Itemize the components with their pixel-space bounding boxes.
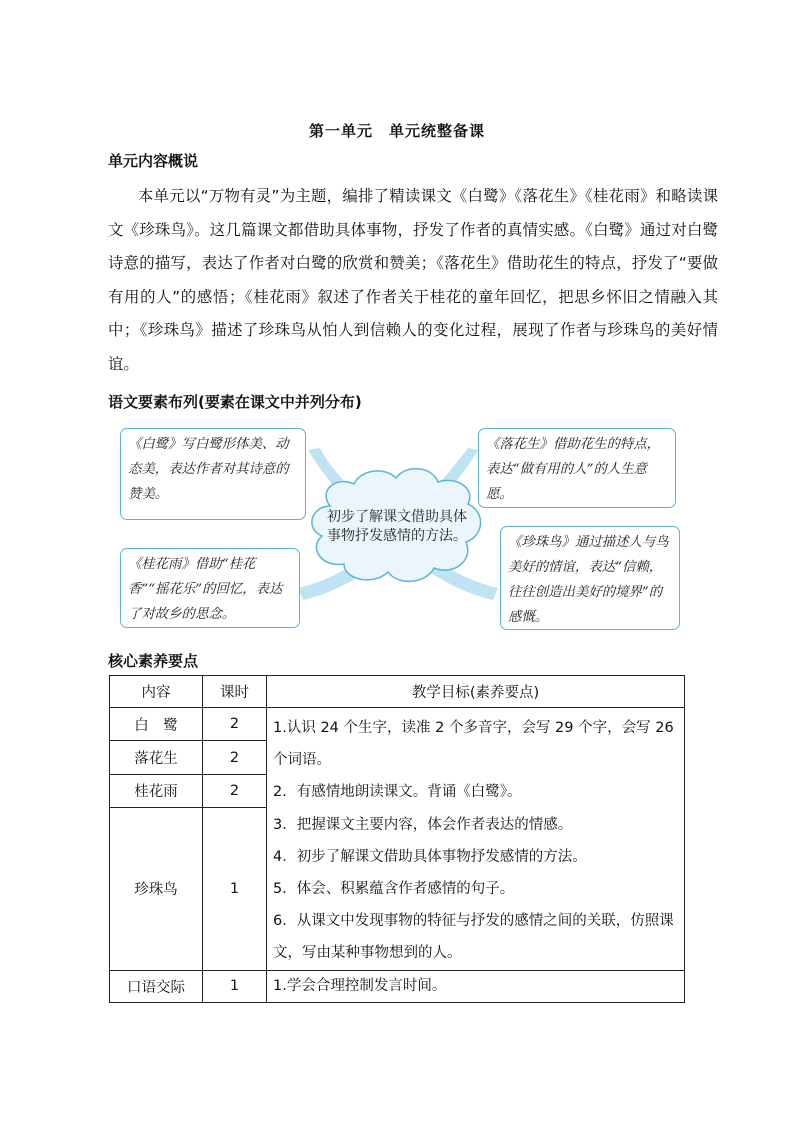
goal-item: 5．体会、积累蕴含作者感情的句子。 [273,881,515,898]
box-luohuasheng: 《落花生》借助花生的特点，表达“做有用的人”的人生意愿。 [478,428,676,508]
row-content: 珍珠鸟 [110,808,203,971]
header-goals: 教学目标(素养要点) [267,676,685,708]
cloud-center-text: 初步了解课文借助具体事物抒发感情的方法。 [327,509,467,544]
goal-item: 3．把握课文主要内容，体会作者表达的情感。 [273,816,573,833]
section-heading-overview: 单元内容概说 [108,152,199,170]
goal-item: 4．初步了解课文借助具体事物抒发感情的方法。 [273,848,587,865]
elements-diagram [108,420,688,636]
box-zhenzhuniao: 《珍珠鸟》通过描述人与鸟美好的情谊，表达“信赖，往往创造出美好的境界”的感慨。 [500,526,680,630]
row-hours: 1 [203,970,267,1002]
page-title: 第一单元 单元统整备课 [308,122,485,140]
table-row [110,970,685,1002]
row-hours: 2 [203,741,267,774]
row-content: 口语交际 [110,970,203,1002]
row-content: 白 鹭 [110,708,203,741]
row-content: 落花生 [110,741,203,774]
intro-paragraph [108,180,718,381]
section-heading-core: 核心素养要点 [108,652,199,670]
intro-text: 本单元以“万物有灵”为主题，编排了精读课文《白鹭》《落花生》《桂花雨》和略读课文《珍珠鸟》。这几篇课文都借助具体事物，抒发了作者的真情实感。《白鹭》通过对白鹭诗意的描写，表达了作者对白鹭的欣赏和赞美；《落花生》借助花生的特点，抒发了“要做有用的人”的感悟；《桂花雨》叙述了作者关于桂花的童年回忆，把思乡怀旧之情融入其中；《珍珠鸟》描述了珍珠鸟从怕人到信赖人的变化过程，展现了作者与珍珠鸟的美好情谊。 [108,187,718,373]
section-heading-elements: 语文要素布列(要素在课文中并列分布) [108,393,362,411]
row-hours: 2 [203,708,267,741]
table-header-row [110,676,685,708]
row-hours: 2 [203,774,267,807]
header-hours: 课时 [203,676,267,708]
row-hours: 1 [203,808,267,971]
header-content: 内容 [110,676,203,708]
core-literacy-table [109,675,685,1003]
table-row [110,708,685,741]
oral-goal-cell: 1.学会合理控制发言时间。 [267,970,685,1002]
box-bailu: 《白鹭》写白鹭形体美、动态美，表达作者对其诗意的赞美。 [120,428,306,520]
goal-item: 2．有感情地朗读课文。背诵《白鹭》。 [273,784,522,801]
goal-item: 1.认识 24 个生字，读准 2 个多音字，会写 29 个字，会写 26 个词语。 [273,720,674,769]
box-guihuayu: 《桂花雨》借助“桂花香”“摇花乐”的回忆，表达了对故乡的思念。 [120,548,300,628]
row-content: 桂花雨 [110,774,203,807]
goals-cell [267,708,685,971]
goal-item: 6．从课文中发现事物的特征与抒发的感情之间的关联，仿照课文，写由某种事物想到的人。 [273,913,674,962]
